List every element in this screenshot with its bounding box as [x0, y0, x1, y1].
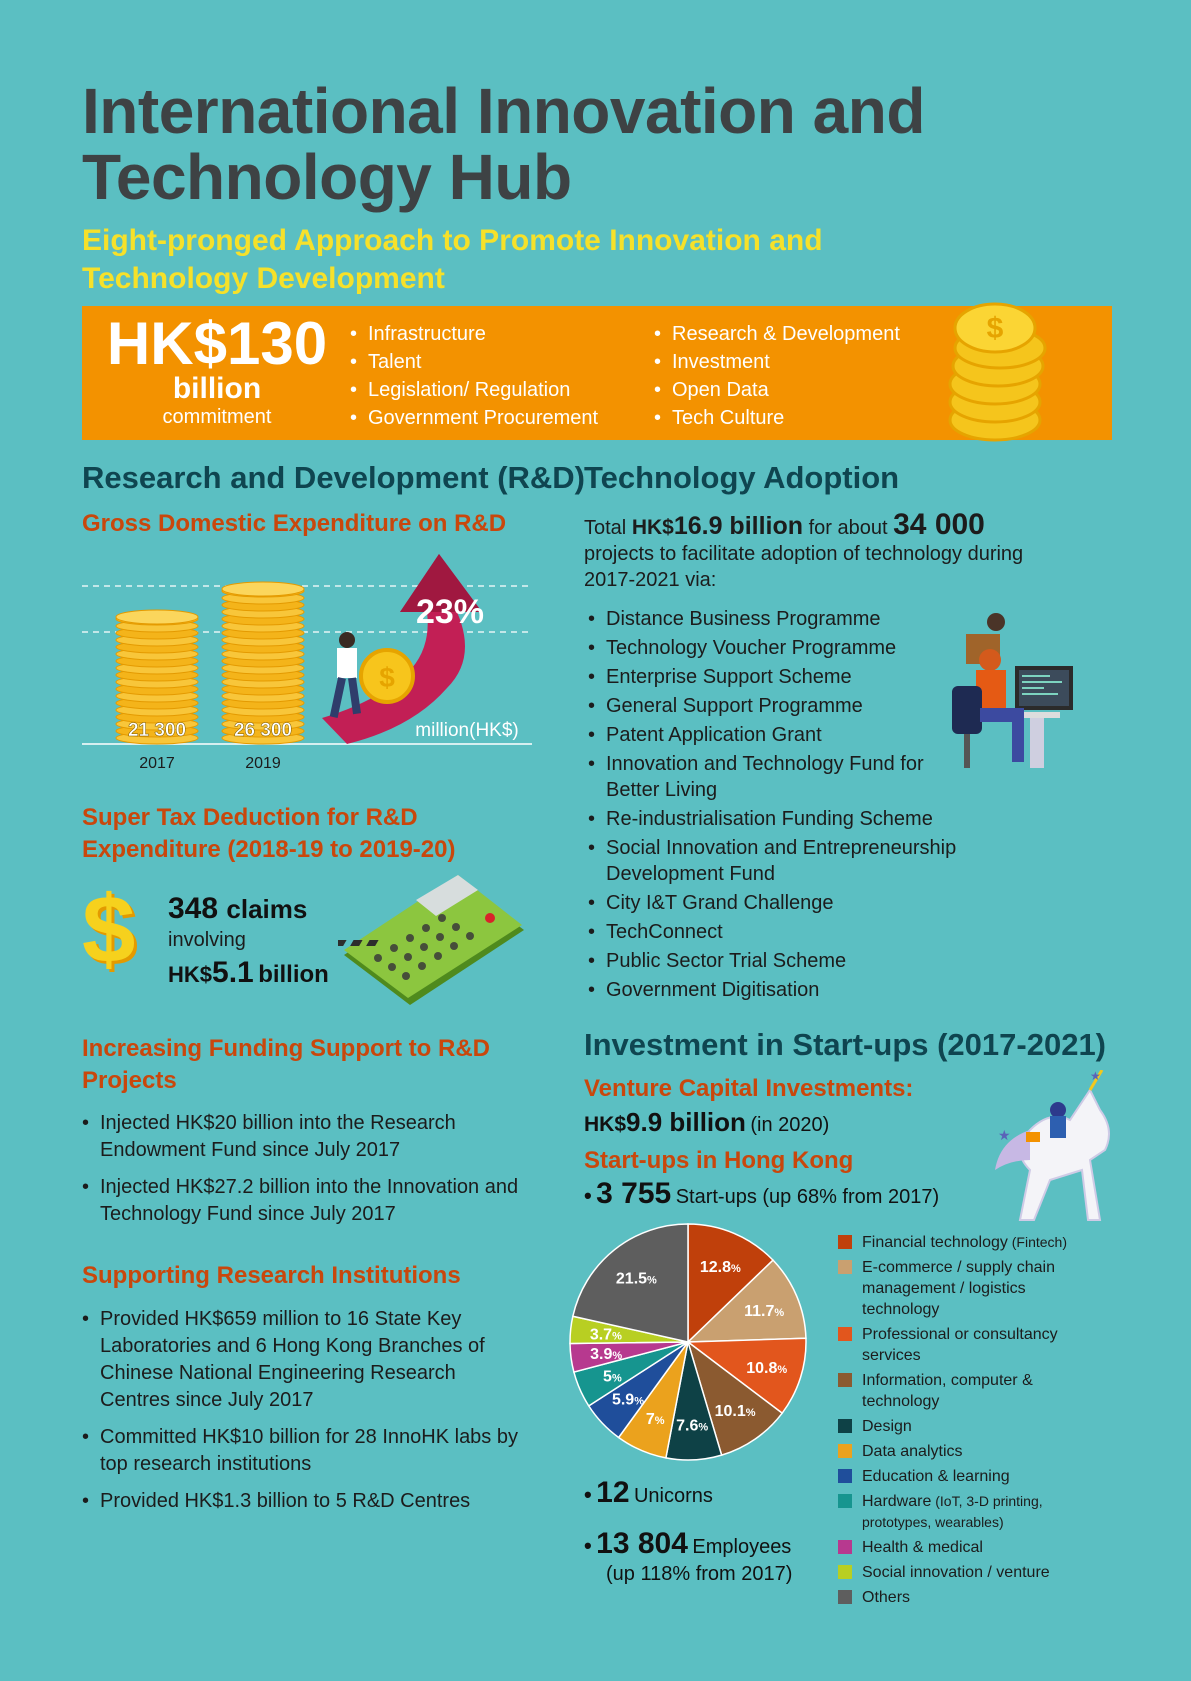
coin-stack-icon — [940, 290, 1060, 450]
legend-swatch — [838, 1235, 852, 1249]
legend-item — [838, 1370, 1088, 1412]
approach-item: • Legislation/ Regulation — [350, 376, 650, 404]
legend-label: Professional or consultancy services — [862, 1326, 1058, 1364]
approach-item: • Tech Culture — [654, 404, 954, 432]
legend-label: Information, computer & technology — [862, 1372, 1033, 1410]
svg-text:$: $ — [986, 312, 1004, 345]
employees-note: (up 118% from 2017) — [606, 1563, 793, 1585]
institutions-item: • Provided HK$659 million to 16 State Key Laboratories and 6 Hong Kong Branches of Chinese National Engineering Research Centres since July 2017 — [82, 1306, 522, 1414]
programme-item: • Distance Business Programme — [588, 606, 1008, 632]
programme-item: • City I&T Grand Challenge — [588, 890, 1008, 916]
startups-text: Start-ups (up 68% from 2017) — [675, 1186, 940, 1208]
unicorns-line: • 12 Unicorns — [584, 1476, 713, 1509]
dollar-sign-icon: $ — [82, 876, 136, 983]
legend-item — [838, 1232, 1088, 1253]
pie-slice-label: 21.5% — [615, 1270, 657, 1288]
legend-item — [838, 1466, 1088, 1487]
page-title: International Innovation and Technology Hub — [82, 75, 925, 213]
tech-intro-rest: projects to facilitate adoption of technology during 2017-2021 via: — [584, 543, 1024, 591]
approach-list-left — [350, 320, 650, 432]
pie-slice-label: 10.8% — [746, 1360, 788, 1378]
institutions-heading: Supporting Research Institutions — [82, 1262, 461, 1289]
programme-item: • General Support Programme — [588, 693, 1008, 719]
startups-count: 3 755 — [596, 1177, 672, 1210]
tech-intro-for: for about — [808, 517, 888, 539]
legend-swatch — [838, 1373, 852, 1387]
programme-item: • Re-industrialisation Funding Scheme — [588, 806, 1008, 832]
pie-slice-label: 5% — [603, 1368, 622, 1386]
tech-intro-total: Total — [584, 517, 627, 539]
sector-pie-chart — [558, 1212, 818, 1472]
commitment-amount: HK$130 — [106, 310, 328, 377]
bar-value-label: 26 300 — [233, 720, 293, 741]
unit-label: million(HK$) — [415, 720, 519, 741]
tech-intro-count: 34 000 — [893, 508, 985, 541]
approach-item: • Investment — [654, 348, 954, 376]
vc-prefix: HK$ — [584, 1113, 627, 1136]
legend-item — [838, 1537, 1088, 1558]
gerd-heading: Gross Domestic Expenditure on R&D — [82, 510, 507, 537]
approach-item: • Government Procurement — [350, 404, 650, 432]
legend-sublabel: (IoT, 3-D printing, prototypes, wearables) — [862, 1493, 1043, 1530]
legend-swatch — [838, 1469, 852, 1483]
employees-text: Employees — [692, 1536, 792, 1558]
approach-list-right — [654, 320, 954, 432]
legend-item — [838, 1441, 1088, 1462]
gerd-bar-chart — [82, 548, 542, 778]
commitment-unit: billion — [172, 372, 262, 405]
legend-label: E-commerce / supply chain management / logistics technology — [862, 1259, 1055, 1318]
legend-label: Health & medical — [862, 1539, 983, 1556]
unicorns-count: 12 — [596, 1476, 630, 1509]
funding-list — [82, 1110, 532, 1228]
legend-item — [838, 1416, 1088, 1437]
unicorns-text: Unicorns — [633, 1485, 713, 1507]
tax-prefix: HK$ — [168, 962, 213, 987]
calculator-icon — [338, 870, 528, 1010]
growth-label: 23% — [415, 593, 485, 631]
institutions-item: • Committed HK$10 billion for 28 InnoHK labs by top research institutions — [82, 1424, 522, 1478]
tech-intro — [584, 508, 1024, 593]
approach-item: • Open Data — [654, 376, 954, 404]
bar-category-label: 2019 — [245, 755, 281, 772]
legend-item — [838, 1324, 1088, 1366]
hk-startups-heading: Start-ups in Hong Kong — [584, 1147, 854, 1174]
startups-count-line: • 3 755 Start-ups (up 68% from 2017) — [584, 1177, 940, 1210]
tax-amount: 5.1 — [212, 956, 254, 989]
pie-slice-label: 3.7% — [589, 1326, 622, 1344]
bar-value-label: 21 300 — [127, 720, 187, 741]
startups-heading: Investment in Start-ups (2017-2021) — [584, 1027, 1107, 1062]
tax-involving: involving — [168, 929, 246, 951]
legend-sublabel: (Fintech) — [1007, 1234, 1067, 1250]
legend-swatch — [838, 1540, 852, 1554]
legend-label: Social innovation / venture — [862, 1564, 1050, 1581]
tech-intro-prefix: HK$ — [631, 516, 674, 539]
svg-text:★: ★ — [1090, 1070, 1101, 1083]
tax-claims-word: claims — [226, 894, 308, 924]
pie-slice-label: 3.9% — [590, 1346, 623, 1364]
pie-legend — [838, 1232, 1088, 1612]
funding-heading: Increasing Funding Support to R&D Projects — [82, 1035, 490, 1094]
pie-slice-label: 11.7% — [744, 1302, 785, 1320]
legend-swatch — [838, 1590, 852, 1604]
employees-line: • 13 804 Employees — [584, 1527, 792, 1560]
legend-item — [838, 1587, 1088, 1608]
legend-label: Others — [862, 1589, 911, 1606]
pie-slice-label: 7% — [645, 1410, 665, 1428]
tax-claims — [168, 892, 307, 926]
employees-count: 13 804 — [596, 1527, 688, 1560]
legend-swatch — [838, 1444, 852, 1458]
programme-item: • Public Sector Trial Scheme — [588, 948, 1008, 974]
legend-label: Financial technology (Fintech) — [862, 1234, 1067, 1251]
institutions-item: • Provided HK$1.3 billion to 5 R&D Centres — [82, 1488, 522, 1515]
legend-item — [838, 1562, 1088, 1583]
programme-item: • Technology Voucher Programme — [588, 635, 1008, 661]
pie-slice-label: 5.9% — [611, 1391, 644, 1409]
approach-item: • Research & Development — [654, 320, 954, 348]
vc-amount: 9.9 billion — [626, 1107, 746, 1137]
legend-item — [838, 1257, 1088, 1320]
programme-item: • Patent Application Grant — [588, 722, 1008, 748]
programme-item: • Government Digitisation — [588, 977, 1008, 1003]
legend-swatch — [838, 1260, 852, 1274]
svg-text:$: $ — [379, 662, 395, 693]
pie-slice-label: 12.8% — [699, 1258, 741, 1276]
vc-year: (in 2020) — [750, 1114, 830, 1136]
legend-item — [838, 1491, 1088, 1533]
pie-slice-label: 10.1% — [714, 1402, 756, 1420]
programme-item: • Enterprise Support Scheme — [588, 664, 1008, 690]
legend-swatch — [838, 1419, 852, 1433]
bar-category-label: 2017 — [139, 755, 175, 772]
legend-swatch — [838, 1494, 852, 1508]
approach-item: • Infrastructure — [350, 320, 650, 348]
unicorn-icon — [990, 1070, 1120, 1230]
legend-swatch — [838, 1327, 852, 1341]
pie-slice-label: 7.6% — [676, 1417, 709, 1435]
legend-swatch — [838, 1565, 852, 1579]
programme-item: • Social Innovation and Entrepreneurship Development Fund — [588, 835, 1006, 887]
legend-label: Hardware (IoT, 3-D printing, prototypes, wearables) — [862, 1493, 1043, 1530]
legend-label: Data analytics — [862, 1443, 963, 1460]
programme-item: • TechConnect — [588, 919, 1008, 945]
approach-item: • Talent — [350, 348, 650, 376]
tax-claims-number: 348 — [168, 892, 219, 925]
tax-unit: billion — [258, 961, 329, 988]
svg-text:★: ★ — [998, 1127, 1011, 1143]
vc-amount-line — [584, 1107, 829, 1138]
funding-item: • Injected HK$27.2 billion into the Innovation and Technology Fund since July 2017 — [82, 1174, 532, 1228]
page-subtitle: Eight-pronged Approach to Promote Innovation and Technology Development — [82, 224, 823, 295]
programme-item: • Innovation and Technology Fund for Better Living — [588, 751, 956, 803]
legend-label: Design — [862, 1418, 912, 1435]
commitment-note: commitment — [162, 406, 272, 428]
legend-label: Education & learning — [862, 1468, 1010, 1485]
programmes-list — [588, 606, 1008, 1003]
rd-heading: Research and Development (R&D) — [82, 460, 586, 495]
people-computer-icon — [950, 608, 1080, 778]
tech-heading: Technology Adoption — [584, 460, 900, 495]
vc-heading: Venture Capital Investments: — [584, 1075, 914, 1102]
funding-item: • Injected HK$20 billion into the Research Endowment Fund since July 2017 — [82, 1110, 532, 1164]
institutions-list — [82, 1306, 522, 1515]
tax-heading: Super Tax Deduction for R&D Expenditure (2018-19 to 2019-20) — [82, 804, 456, 863]
tech-intro-amount: 16.9 billion — [673, 512, 804, 540]
tax-amount-line — [168, 956, 329, 990]
